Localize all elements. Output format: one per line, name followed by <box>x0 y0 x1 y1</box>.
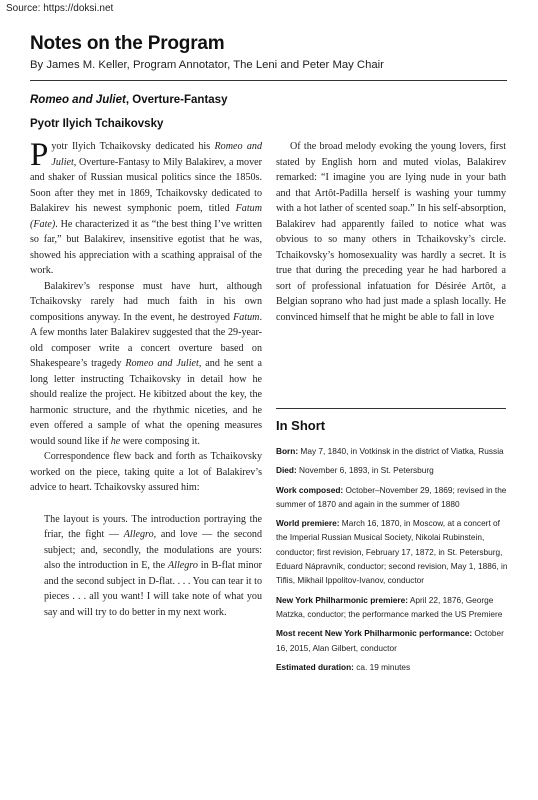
quote-text-a: The layout is yours. The introduction portraying the friar, the fight — <box>44 513 262 540</box>
fact-label: Born: <box>276 446 299 456</box>
fact-value: ca. 19 minutes <box>353 661 411 672</box>
p2-text-a: Balakirev’s response must have hurt, although Tchaikovsky rarely had much faith in his own compositions anyway. In the event, he destroyed <box>30 280 262 323</box>
p2-text-d: were composing it. <box>120 435 200 447</box>
p1-italic-romeo: Romeo and Juliet <box>51 141 262 168</box>
header-divider <box>30 80 507 81</box>
right-column <box>276 139 506 325</box>
p2-italic-he: he <box>110 435 121 447</box>
fact-nyp-premiere <box>276 593 508 622</box>
fact-label: Estimated duration: <box>276 661 354 672</box>
in-short-facts <box>276 444 508 679</box>
quote-text-c: in B-flat minor and the second subject in D-flat. . . . You can tear it to pieces . . . all you want! I will take note of what you say and will try to do better in my next work. <box>44 560 263 618</box>
p1-text-c: . He characterized it as “the best thing I’ve written so far,” but Balakirev, insensitive egotist that he was, showed his appreciation with a scathing appraisal of the work. <box>30 218 262 276</box>
piece-title-rest: , Overture-Fantasy <box>125 94 228 106</box>
in-short-divider <box>276 408 506 409</box>
drop-cap: P <box>30 137 49 173</box>
left-column <box>30 139 262 620</box>
p2-text-c: , and he sent a long letter instructing Tchaikovsky in detail how he should realize the project. He kibitzed about the key, the harmonic structure, and the rhythmic niceties, and he even offered a sample of what the opening measures would sound like if <box>30 358 262 447</box>
fact-value: April 22, 1876, George Matzka, conductor; the performance marked the US Premiere <box>276 594 503 619</box>
source-line: Source: https://doksi.net <box>6 3 114 14</box>
fact-value: May 7, 1840, in Votkinsk in the district of Viatka, Russia <box>298 446 504 456</box>
fact-label: Work composed: <box>276 484 344 495</box>
fact-died <box>276 463 508 477</box>
fact-label: New York Philharmonic premiere: <box>276 594 409 605</box>
fact-world-premiere <box>276 516 508 587</box>
p1-text-b: , Overture-Fantasy to Mily Balakirev, a mover and shaker of Russian musical politics since the 1850s. Soon after they met in 1869, Tchaikovsky dedicated to Balakirev his newest symphonic poem, titled <box>30 156 262 214</box>
right-paragraph-1: Of the broad melody evoking the young lovers, first stated by English horn and muted violas, Balakirev remarked: “I imagine you are lying nude in your bath and that Artôt-Padilla herself is washing your tummy with a hot lather of scented soap.” In his self-absorption, Balakirev had apparently failed to notice what was obvious to so many others in Tchaikovsky’s circle. Tchaikovsky’s homosexuality was hardly a secret. It is true that during the preceding year he had harbored a sort of professional infatuation for Désirée Artôt, a Belgian soprano who had just made a splash locally. He convinced himself that he might be able to fall in love <box>276 141 506 323</box>
piece-title <box>30 94 227 106</box>
fact-label: Most recent New York Philharmonic performance: <box>276 628 473 639</box>
paragraph-3: Correspondence flew back and forth as Tchaikovsky worked on the piece, taking quite a lot of Balakirev’s advice to heart. Tchaikovsky assured him: <box>30 451 262 493</box>
fact-born <box>276 444 508 458</box>
paragraph-1 <box>30 139 262 279</box>
fact-value: October 16, 2015, Alan Gilbert, conductor <box>276 628 504 653</box>
p2-italic-romeo: Romeo and Juliet <box>125 358 199 369</box>
quote-italic-allegro-2: Allegro <box>168 560 198 571</box>
fact-value: March 16, 1870, in Moscow, at a concert of the Imperial Russian Musical Society, Nikolai Rubinstein, conductor; first revision, February 17, 1872, in St. Petersburg, Eduard Nápravník, conductor; second revision, May 1, 1886, in Tiflis, Mikhail Ippolitov-Ivanov, conductor <box>276 518 508 586</box>
fact-most-recent <box>276 626 508 655</box>
in-short-heading: In Short <box>276 418 326 433</box>
p2-text-b: . A few months later Balakirev suggested that the 29-year-old composer write a concert overture based on Shakespeare’s tragedy <box>30 311 262 369</box>
byline: By James M. Keller, Program Annotator, The Leni and Peter May Chair <box>30 59 384 71</box>
fact-value: October–November 29, 1869; revised in the summer of 1870 and again in the summer of 1880 <box>276 484 507 509</box>
page-title: Notes on the Program <box>30 33 225 54</box>
fact-duration <box>276 660 508 674</box>
p2-italic-fatum: Fatum <box>233 311 260 323</box>
p1-italic-fatum: Fatum (Fate) <box>30 203 262 230</box>
quote-italic-allegro-1: Allegro, <box>123 529 157 540</box>
block-quote <box>30 512 262 621</box>
fact-value: November 6, 1893, in St. Petersburg <box>296 465 434 476</box>
fact-label: Died: <box>276 465 297 476</box>
p1-text-a: yotr Ilyich Tchaikovsky dedicated his <box>51 141 215 152</box>
fact-work-composed <box>276 483 508 512</box>
quote-text-b: and love — the second subject; and, secondly, the modulations are yours: also the introduction in E, the <box>44 529 262 571</box>
composer-name: Pyotr Ilyich Tchaikovsky <box>30 118 164 130</box>
piece-title-italic: Romeo and Juliet <box>30 94 126 106</box>
fact-label: World premiere: <box>276 518 340 529</box>
paragraph-2 <box>30 279 262 450</box>
